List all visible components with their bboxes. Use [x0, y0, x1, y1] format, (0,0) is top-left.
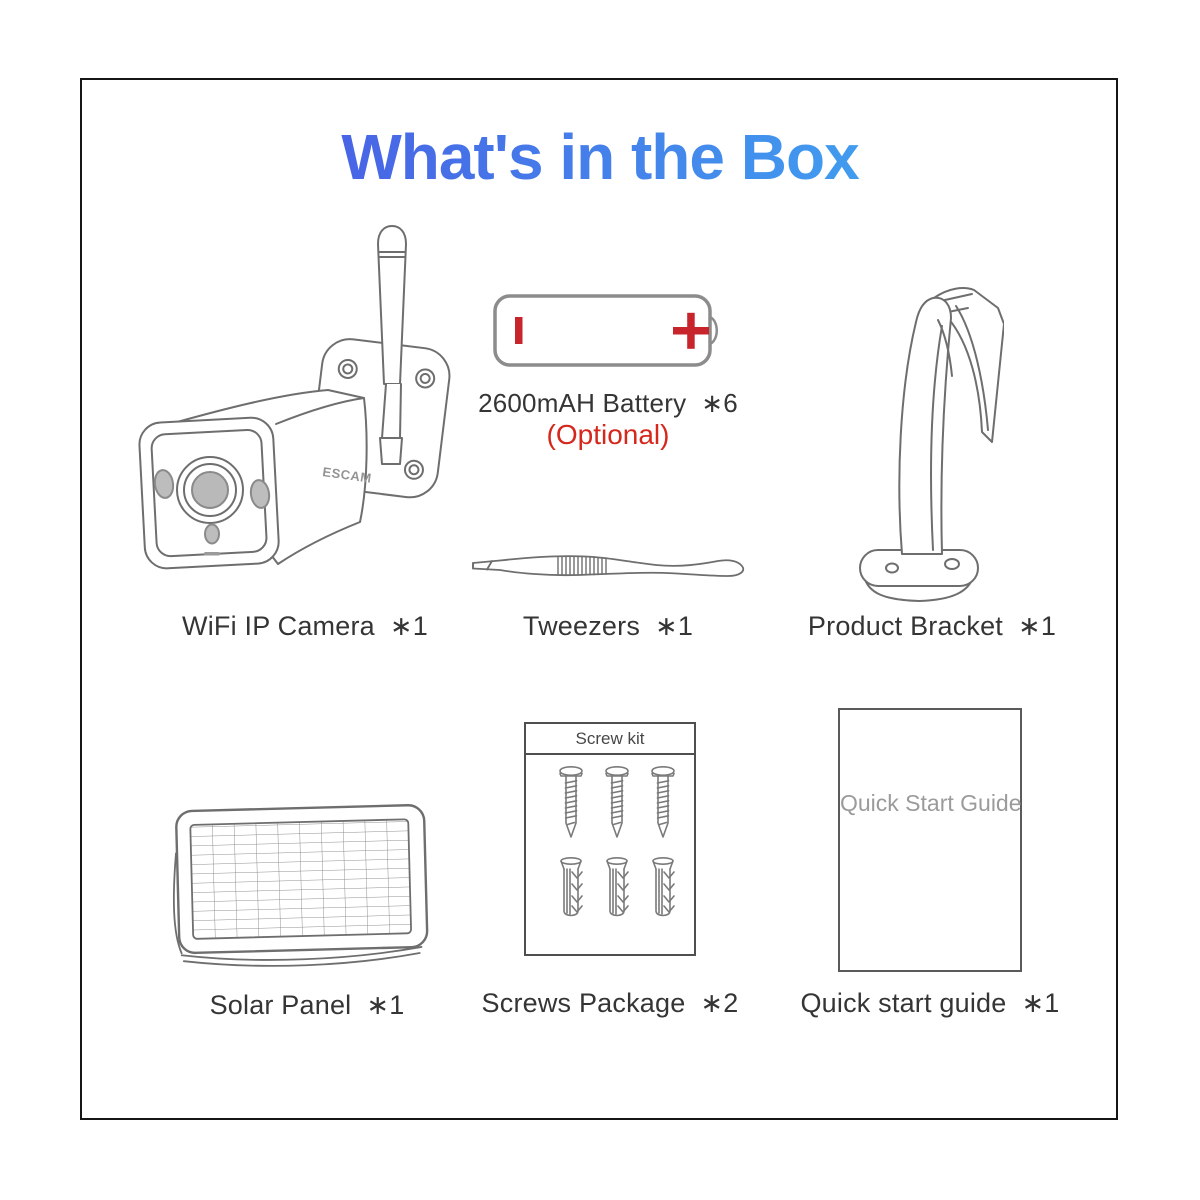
screw-kit-box-title: Screw kit: [526, 724, 694, 755]
battery-optional-note: (Optional): [546, 419, 670, 450]
guide-cover-text: Quick Start Guide: [840, 790, 1022, 816]
item-name: Screws Package: [481, 988, 686, 1018]
wall-anchor-icon: [607, 858, 628, 916]
item-count: ∗1: [1021, 988, 1060, 1018]
label-solar-panel: [147, 990, 467, 1021]
bracket-column: [899, 298, 952, 554]
battery-illustration: [492, 293, 724, 369]
screw-icon: [560, 767, 582, 837]
screws-and-anchors-illustration: [526, 755, 694, 953]
label-quick-start-guide: [770, 988, 1090, 1019]
item-name: Product Bracket: [807, 611, 1004, 641]
solar-panel-illustration: [168, 800, 440, 980]
label-wifi-ip-camera: [145, 611, 465, 642]
item-count: ∗1: [366, 990, 405, 1020]
wall-anchor-icon: [653, 858, 674, 916]
page-title: What's in the Box: [0, 120, 1200, 194]
tweezers-illustration: [466, 548, 750, 596]
item-name: Tweezers: [522, 611, 641, 641]
item-count: ∗2: [700, 988, 739, 1018]
battery-minus-icon: [515, 317, 523, 344]
label-tweezers: [448, 611, 768, 642]
bracket-base: [860, 550, 978, 601]
label-product-bracket: [772, 611, 1092, 642]
camera-light-sensor: [205, 525, 219, 544]
camera-mic-slot: [204, 552, 220, 556]
quick-start-guide-card: [838, 708, 1022, 972]
camera-brand-logo: ESCAM: [321, 464, 373, 486]
item-count: ∗1: [389, 611, 428, 641]
label-screws-package: [450, 988, 770, 1019]
screw-icon: [606, 767, 628, 837]
item-name: Quick start guide: [800, 988, 1007, 1018]
item-count: ∗1: [1018, 611, 1057, 641]
item-name: WiFi IP Camera: [182, 611, 375, 641]
item-count: ∗1: [655, 611, 694, 641]
item-name: 2600mAH Battery: [478, 388, 687, 418]
wall-anchor-icon: [561, 858, 582, 916]
item-name: Solar Panel: [209, 990, 352, 1020]
bracket-illustration: [852, 280, 1004, 604]
wifi-camera-illustration: [130, 222, 466, 606]
label-battery: [448, 388, 768, 419]
screw-icon: [652, 767, 674, 837]
item-count: ∗6: [701, 388, 738, 418]
screw-kit-box: [524, 722, 696, 956]
solar-panel-cells-grid: [190, 819, 411, 939]
